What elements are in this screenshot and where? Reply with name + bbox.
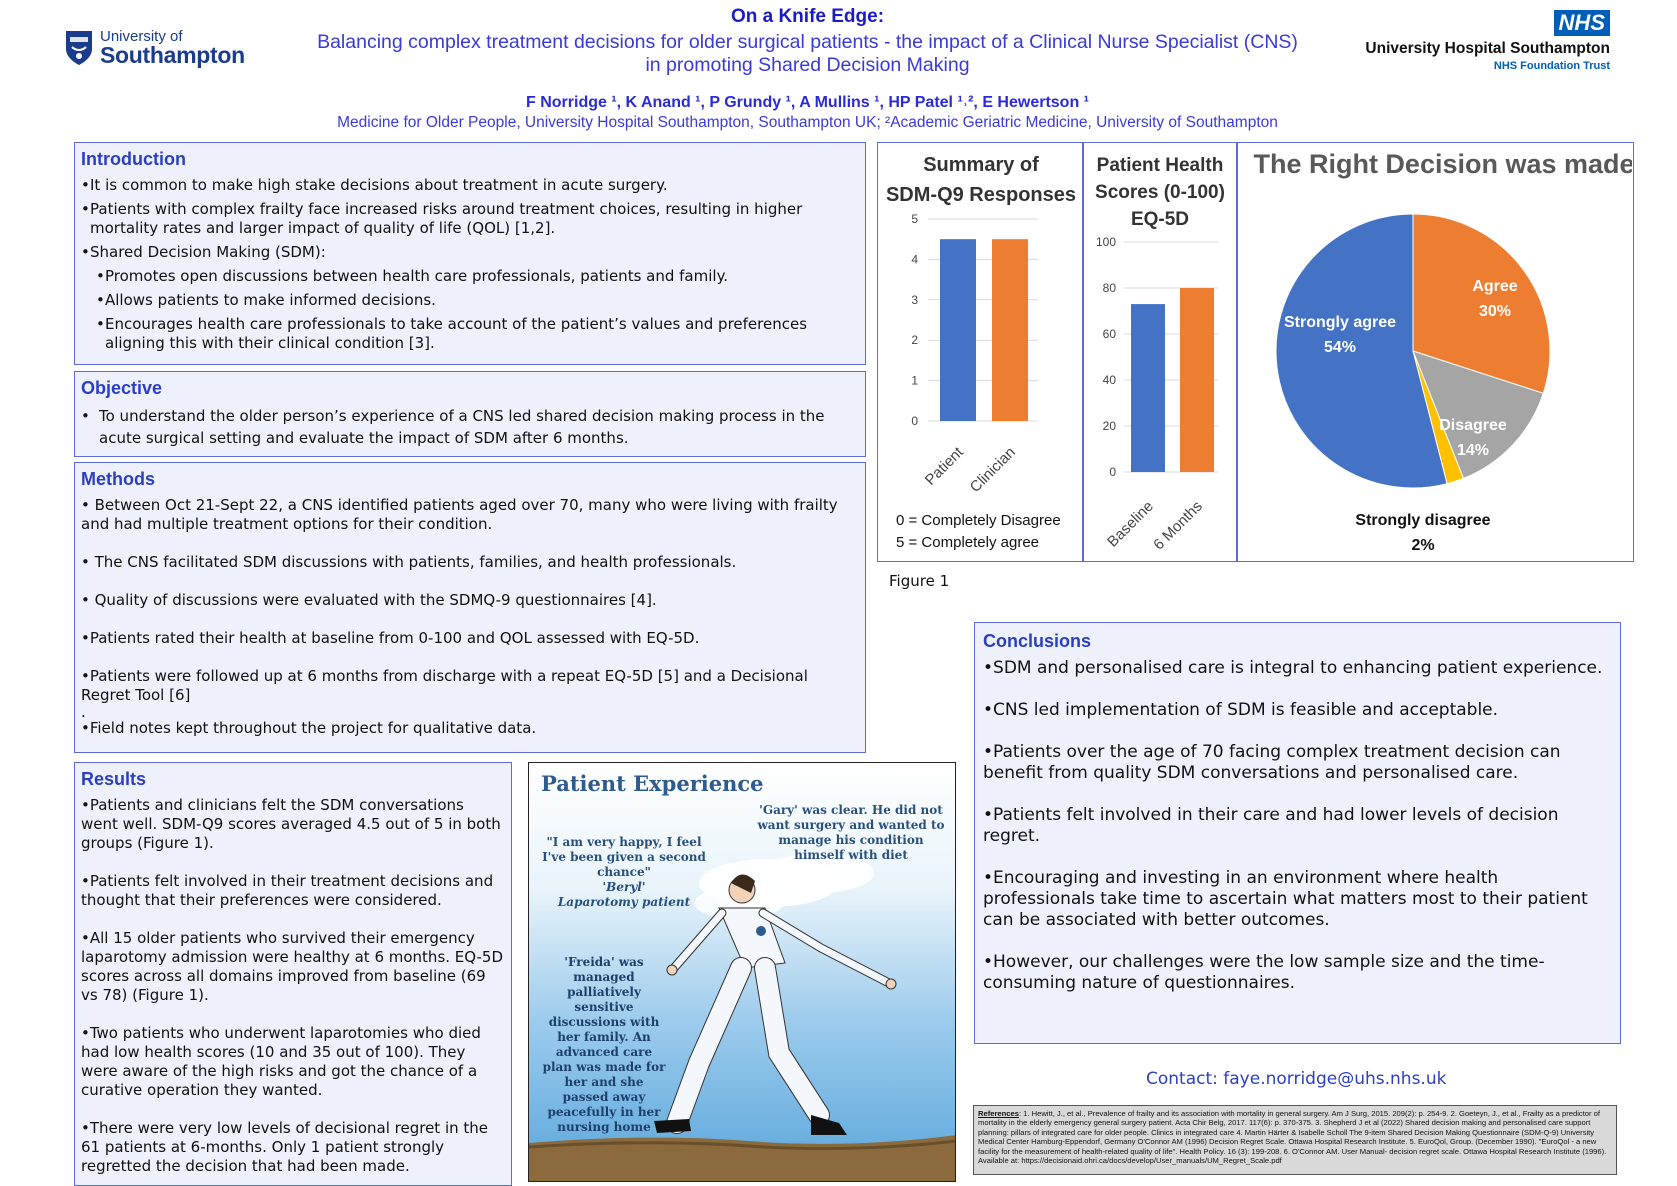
author-names: F Norridge ¹, K Anand ¹, P Grundy ¹, A Mullins ¹, HP Patel ¹˒², E Hewertson ¹: [526, 94, 1089, 111]
pie-label: Strongly agree: [1283, 314, 1397, 331]
y-tick-label: 40: [1102, 373, 1116, 387]
y-tick-label: 0: [1109, 465, 1116, 479]
authors-block: [250, 94, 1365, 132]
conclusions-item: •Patients over the age of 70 facing complex treatment decision can benefit from quality SDM conversations and personalised care.: [983, 742, 1561, 783]
conclusions-item: •SDM and personalised care is integral to enhancing patient experience.: [983, 658, 1603, 678]
methods-stray-dot: .: [81, 703, 86, 721]
intro-sub-bullet: • Encourages health care professionals to take account of the patient’s values and preferences aligning this with their clinical condition [3].: [96, 315, 808, 352]
chart-2-title: The Right Decision was made: [1253, 149, 1632, 179]
x-category-label: Baseline: [1104, 497, 1157, 551]
quote-beryl: "I am very happy, I feel I've been given a second chance" 'Beryl' Laparotomy patient: [542, 835, 706, 909]
methods-item: • Quality of discussions were evaluated with the SDMQ-9 questionnaires [4].: [81, 591, 657, 609]
poster-subtitle-1: Balancing complex treatment decisions for older surgical patients - the impact of a Clinical Nurse Specialist (CNS): [317, 31, 1298, 53]
nhs-trust-name: NHS Foundation Trust: [1493, 60, 1610, 72]
y-tick-label: 1: [911, 373, 918, 388]
nhs-logo: [1358, 10, 1610, 74]
patient-experience-panel: [528, 762, 956, 1182]
y-tick-label: 60: [1102, 327, 1116, 341]
methods-item: • Between Oct 21-Sept 22, a CNS identified patients aged over 70, many who were living with frailty and had multiple treatment options for their condition.: [81, 496, 838, 533]
poster-title: On a Knife Edge:: [730, 6, 885, 27]
chart-note: 5 = Completely agree: [896, 534, 1039, 551]
bar-baseline: [1131, 304, 1165, 472]
objective-heading: Objective: [81, 378, 163, 398]
x-category-label: 6 Months: [1150, 497, 1206, 554]
bar-clinician: [992, 239, 1028, 421]
author-affiliation: Medicine for Older People, University Hospital Southampton, Southampton UK; ²Academic Geriatric Medicine, University of Southampton: [337, 114, 1278, 131]
pie-label: Disagree: [1439, 417, 1507, 434]
x-category-label: Patient: [921, 443, 967, 489]
intro-sub-bullet: • Allows patients to make informed decisions.: [96, 291, 436, 309]
university-logo: [64, 24, 254, 72]
y-tick-label: 3: [911, 292, 918, 307]
methods-item: • The CNS facilitated SDM discussions with patients, families, and health professionals.: [81, 553, 737, 571]
chart-0-title: Summary of: [923, 154, 1039, 176]
references-heading: References: [978, 1109, 1019, 1118]
intro-bullet: • Patients with complex frailty face increased risks around treatment choices, resulting in higher mortality rates and larger impact of quality of life (QOL) [1,2].: [81, 200, 803, 237]
y-tick-label: 80: [1102, 281, 1116, 295]
references-box: [973, 1105, 1617, 1175]
crest-icon: [64, 29, 94, 67]
objective-panel: [74, 371, 866, 457]
poster-title-block: [250, 6, 1365, 77]
patient-experience-title: Patient Experience: [541, 771, 764, 796]
figure-divider: [1082, 143, 1084, 561]
results-item: •Patients and clinicians felt the SDM conversations went well. SDM-Q9 scores averaged 4.5 out of 5 in both groups (Figure 1).: [81, 796, 501, 852]
pie-label: Strongly disagree: [1355, 512, 1491, 529]
chart-1-title: Patient Health: [1096, 155, 1224, 176]
objective-text: • To understand the older person’s experience of a CNS led shared decision making process in the acute surgical setting and evaluate the impact of SDM after 6 months.: [81, 407, 825, 447]
intro-bullet: • Shared Decision Making (SDM):: [81, 243, 326, 261]
methods-item: •Patients rated their health at baseline from 0-100 and QOL assessed with EQ-5D.: [81, 629, 700, 647]
figure-divider: [1236, 143, 1238, 561]
chart-note: 0 = Completely Disagree: [896, 512, 1061, 529]
contact-email[interactable]: Contact: faye.norridge@uhs.nhs.uk: [1146, 1069, 1447, 1089]
methods-heading: Methods: [81, 469, 155, 489]
pie-percent: 14%: [1456, 442, 1490, 459]
bar-patient: [940, 239, 976, 421]
results-panel: [74, 762, 512, 1186]
methods-panel: [74, 462, 866, 753]
pie-label: Agree: [1472, 278, 1518, 295]
conclusions-item: •However, our challenges were the low sample size and the time-consuming nature of questionnaires.: [983, 952, 1545, 993]
figure-charts: [878, 143, 1632, 560]
chart-0-title: SDM-Q9 Responses: [885, 184, 1077, 206]
y-tick-label: 2: [911, 333, 918, 348]
references-text: : 1. Hewitt, J., et al., Prevalence of frailty and its association with mortality in general surgery. Am J Surg, 2015. 209(2): p. 254-9. 2. Goeteyn, J., et al., Frailty as a predictor of mortality in the elderly emergency general surgery patient. Acta Chir Belg, 2017. 117(6): p. 370-375. 3. Shepherd J et al (2022) Shared decision making and personalised care support planning: pillars of integrated care for older people. Clinics in integrated care 4. Martin Härter & Isabelle Scholl The 9-item Shared Decision Making Questionnaire (SDM-Q-9) University Medical Center Hamburg-Eppendorf, Germany O'Connor AM (1996) Decision Regret Scale. Ottawa Hospital Research Institute. 5. EuroQol, Group. (December 1990). "EuroQol - a new facility for the measurement of health-related quality of life". Health Policy. 16 (3): 199-208. 6. O'Connor AM. User Manual- decision regret scale. Ottawa Hospital Research Institute (1996). Available at: https://decisionaid.ohri.ca/docs/develop/User_manuals/UM_Regret_Scale.pdf: [978, 1109, 1607, 1166]
results-item: •There were very low levels of decisional regret in the 61 patients at 6-months. Only 1 patient strongly regretted the decision that had been made.: [81, 1119, 489, 1175]
nhs-badge: NHS: [1554, 10, 1610, 36]
university-line1: University of: [100, 28, 183, 45]
y-tick-label: 4: [911, 252, 918, 267]
poster-subtitle-2: in promoting Shared Decision Making: [645, 54, 970, 76]
figure-caption: Figure 1: [889, 572, 950, 590]
y-tick-label: 100: [1095, 235, 1116, 249]
pie-percent: 30%: [1478, 303, 1512, 320]
nhs-hospital-name: University Hospital Southampton: [1365, 40, 1610, 57]
bar-6-months: [1180, 288, 1214, 472]
pie-percent: 54%: [1323, 339, 1357, 356]
conclusions-heading: Conclusions: [983, 631, 1092, 651]
university-line2: Southampton: [100, 42, 245, 68]
chart-1-title: EQ-5D: [1130, 209, 1190, 230]
introduction-panel: [74, 142, 866, 365]
results-heading: Results: [81, 769, 147, 789]
methods-item: •Patients were followed up at 6 months from discharge with a repeat EQ-5D [5] and a Decisional Regret Tool [6]: [81, 667, 808, 704]
chart-1-title: Scores (0-100): [1095, 182, 1225, 203]
y-tick-label: 20: [1102, 419, 1116, 433]
pie-percent: 2%: [1411, 537, 1435, 554]
results-item: •Two patients who underwent laparotomies who died had low health scores (10 and 35 out of 100). They were aware of the high risks and got the chance of a curative operation they wanted.: [81, 1024, 481, 1099]
figure-1: [877, 142, 1634, 562]
methods-item: •Field notes kept throughout the project for qualitative data.: [81, 719, 537, 737]
conclusions-item: •CNS led implementation of SDM is feasible and acceptable.: [983, 700, 1499, 720]
quote-gary: 'Gary' was clear. He did not want surgery and wanted to manage his condition himself with diet: [757, 803, 945, 862]
results-item: •All 15 older patients who survived their emergency laparotomy admission were healthy at 6 months. EQ-5D scores across all domains improved from baseline (69 vs 78) (Figure 1).: [81, 929, 503, 1004]
y-tick-label: 0: [911, 414, 918, 428]
conclusions-item: •Patients felt involved in their care and had lower levels of decision regret.: [983, 805, 1559, 846]
quote-freida: 'Freida' was managed palliatively sensitive discussions with her family. An advanced care plan was made for her and she passed away peacefully in her nursing home: [542, 955, 666, 1134]
x-category-label: Clinician: [966, 443, 1019, 496]
conclusions-item: •Encouraging and investing in an environment where health professionals take time to ascertain what matters most to their patient can be associated with better outcomes.: [983, 868, 1588, 930]
introduction-heading: Introduction: [81, 149, 186, 169]
conclusions-panel: [974, 622, 1621, 1044]
intro-bullet: • It is common to make high stake decisions about treatment in acute surgery.: [81, 176, 668, 194]
intro-sub-bullet: • Promotes open discussions between health care professionals, patients and family.: [96, 267, 729, 285]
results-item: •Patients felt involved in their treatment decisions and thought that their preferences were considered.: [81, 872, 494, 909]
y-tick-label: 5: [911, 212, 918, 226]
